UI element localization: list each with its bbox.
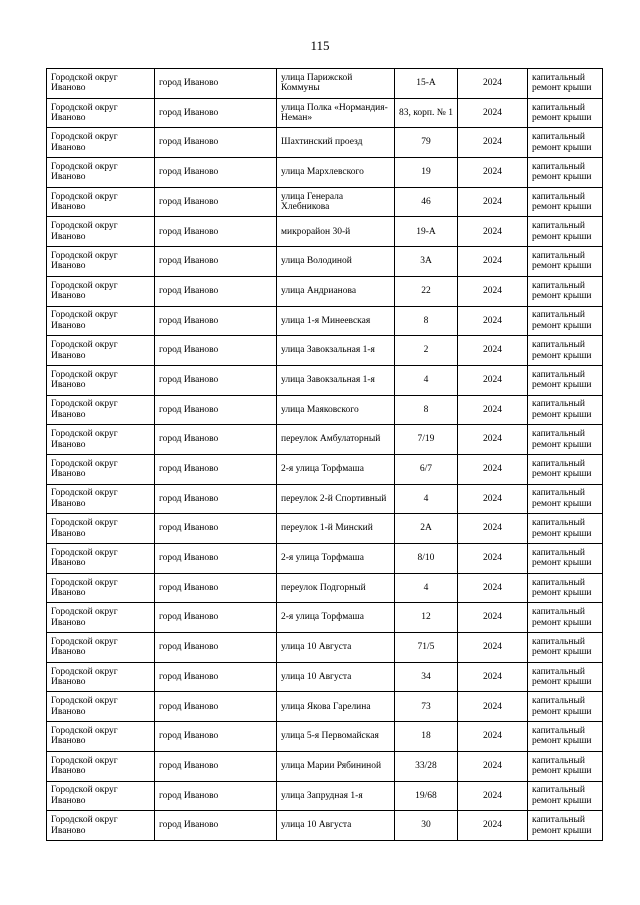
table-row: [47, 247, 603, 277]
street-cell: 2-я улица Торфмаша: [277, 454, 395, 484]
table-row: [47, 98, 603, 128]
municipality-cell: Городской округ Иваново: [47, 751, 155, 781]
work-type-cell: капитальный ремонт крыши: [528, 276, 603, 306]
municipality-cell: Городской округ Иваново: [47, 365, 155, 395]
year-cell: 2024: [458, 633, 528, 663]
municipality-cell: Городской округ Иваново: [47, 69, 155, 99]
table-row: [47, 425, 603, 455]
house-number-cell: 33/28: [395, 751, 458, 781]
work-type-cell: капитальный ремонт крыши: [528, 484, 603, 514]
municipality-cell: Городской округ Иваново: [47, 662, 155, 692]
municipality-cell: Городской округ Иваново: [47, 722, 155, 752]
work-type-cell: капитальный ремонт крыши: [528, 454, 603, 484]
work-type-cell: капитальный ремонт крыши: [528, 128, 603, 158]
settlement-cell: город Иваново: [155, 454, 277, 484]
settlement-cell: город Иваново: [155, 395, 277, 425]
table-row: [47, 484, 603, 514]
work-type-cell: капитальный ремонт крыши: [528, 365, 603, 395]
street-cell: улица Якова Гарелина: [277, 692, 395, 722]
house-number-cell: 30: [395, 811, 458, 841]
year-cell: 2024: [458, 544, 528, 574]
house-number-cell: 6/7: [395, 454, 458, 484]
work-type-cell: капитальный ремонт крыши: [528, 544, 603, 574]
year-cell: 2024: [458, 722, 528, 752]
table-row: [47, 306, 603, 336]
year-cell: 2024: [458, 306, 528, 336]
year-cell: 2024: [458, 811, 528, 841]
work-type-cell: капитальный ремонт крыши: [528, 692, 603, 722]
registry-body: [47, 69, 603, 841]
house-number-cell: 71/5: [395, 633, 458, 663]
year-cell: 2024: [458, 692, 528, 722]
house-number-cell: 8/10: [395, 544, 458, 574]
work-type-cell: капитальный ремонт крыши: [528, 69, 603, 99]
settlement-cell: город Иваново: [155, 573, 277, 603]
street-cell: улица Володиной: [277, 247, 395, 277]
work-type-cell: капитальный ремонт крыши: [528, 395, 603, 425]
year-cell: 2024: [458, 217, 528, 247]
work-type-cell: капитальный ремонт крыши: [528, 425, 603, 455]
street-cell: переулок 1-й Минский: [277, 514, 395, 544]
municipality-cell: Городской округ Иваново: [47, 395, 155, 425]
year-cell: 2024: [458, 247, 528, 277]
settlement-cell: город Иваново: [155, 69, 277, 99]
year-cell: 2024: [458, 128, 528, 158]
work-type-cell: капитальный ремонт крыши: [528, 633, 603, 663]
table-row: [47, 128, 603, 158]
street-cell: улица Маяковского: [277, 395, 395, 425]
settlement-cell: город Иваново: [155, 336, 277, 366]
repair-registry-table: [46, 68, 603, 841]
settlement-cell: город Иваново: [155, 633, 277, 663]
municipality-cell: Городской округ Иваново: [47, 336, 155, 366]
table-row: [47, 781, 603, 811]
municipality-cell: Городской округ Иваново: [47, 158, 155, 188]
municipality-cell: Городской округ Иваново: [47, 544, 155, 574]
year-cell: 2024: [458, 69, 528, 99]
work-type-cell: капитальный ремонт крыши: [528, 158, 603, 188]
settlement-cell: город Иваново: [155, 217, 277, 247]
settlement-cell: город Иваново: [155, 247, 277, 277]
settlement-cell: город Иваново: [155, 365, 277, 395]
year-cell: 2024: [458, 187, 528, 217]
table-row: [47, 662, 603, 692]
street-cell: улица 10 Августа: [277, 811, 395, 841]
street-cell: улица 10 Августа: [277, 662, 395, 692]
settlement-cell: город Иваново: [155, 662, 277, 692]
table-row: [47, 603, 603, 633]
house-number-cell: 73: [395, 692, 458, 722]
settlement-cell: город Иваново: [155, 98, 277, 128]
municipality-cell: Городской округ Иваново: [47, 217, 155, 247]
house-number-cell: 79: [395, 128, 458, 158]
page-number: 115: [310, 38, 330, 53]
table-row: [47, 395, 603, 425]
year-cell: 2024: [458, 751, 528, 781]
year-cell: 2024: [458, 781, 528, 811]
table-row: [47, 158, 603, 188]
settlement-cell: город Иваново: [155, 128, 277, 158]
municipality-cell: Городской округ Иваново: [47, 633, 155, 663]
year-cell: 2024: [458, 158, 528, 188]
settlement-cell: город Иваново: [155, 514, 277, 544]
work-type-cell: капитальный ремонт крыши: [528, 603, 603, 633]
settlement-cell: город Иваново: [155, 306, 277, 336]
year-cell: 2024: [458, 603, 528, 633]
settlement-cell: город Иваново: [155, 692, 277, 722]
year-cell: 2024: [458, 98, 528, 128]
settlement-cell: город Иваново: [155, 484, 277, 514]
street-cell: Шахтинский проезд: [277, 128, 395, 158]
work-type-cell: капитальный ремонт крыши: [528, 306, 603, 336]
settlement-cell: город Иваново: [155, 276, 277, 306]
table-row: [47, 514, 603, 544]
year-cell: 2024: [458, 276, 528, 306]
house-number-cell: 22: [395, 276, 458, 306]
table-row: [47, 633, 603, 663]
work-type-cell: капитальный ремонт крыши: [528, 98, 603, 128]
house-number-cell: 18: [395, 722, 458, 752]
house-number-cell: 83, корп. № 1: [395, 98, 458, 128]
municipality-cell: Городской округ Иваново: [47, 187, 155, 217]
street-cell: переулок Амбулаторный: [277, 425, 395, 455]
work-type-cell: капитальный ремонт крыши: [528, 217, 603, 247]
table-row: [47, 276, 603, 306]
municipality-cell: Городской округ Иваново: [47, 247, 155, 277]
settlement-cell: город Иваново: [155, 811, 277, 841]
settlement-cell: город Иваново: [155, 781, 277, 811]
settlement-cell: город Иваново: [155, 751, 277, 781]
work-type-cell: капитальный ремонт крыши: [528, 781, 603, 811]
street-cell: улица Андрианова: [277, 276, 395, 306]
house-number-cell: 19: [395, 158, 458, 188]
street-cell: улица Генерала Хлебникова: [277, 187, 395, 217]
year-cell: 2024: [458, 573, 528, 603]
municipality-cell: Городской округ Иваново: [47, 573, 155, 603]
municipality-cell: Городской округ Иваново: [47, 454, 155, 484]
year-cell: 2024: [458, 514, 528, 544]
house-number-cell: 4: [395, 365, 458, 395]
house-number-cell: 7/19: [395, 425, 458, 455]
street-cell: переулок Подгорный: [277, 573, 395, 603]
year-cell: 2024: [458, 662, 528, 692]
settlement-cell: город Иваново: [155, 603, 277, 633]
work-type-cell: капитальный ремонт крыши: [528, 573, 603, 603]
street-cell: улица Парижской Коммуны: [277, 69, 395, 99]
table-row: [47, 751, 603, 781]
house-number-cell: 8: [395, 306, 458, 336]
year-cell: 2024: [458, 484, 528, 514]
street-cell: 2-я улица Торфмаша: [277, 544, 395, 574]
work-type-cell: капитальный ремонт крыши: [528, 514, 603, 544]
street-cell: улица Завокзальная 1-я: [277, 336, 395, 366]
table-row: [47, 365, 603, 395]
settlement-cell: город Иваново: [155, 722, 277, 752]
year-cell: 2024: [458, 395, 528, 425]
municipality-cell: Городской округ Иваново: [47, 692, 155, 722]
municipality-cell: Городской округ Иваново: [47, 128, 155, 158]
municipality-cell: Городской округ Иваново: [47, 306, 155, 336]
house-number-cell: 8: [395, 395, 458, 425]
street-cell: улица 5-я Первомайская: [277, 722, 395, 752]
work-type-cell: капитальный ремонт крыши: [528, 336, 603, 366]
table-row: [47, 692, 603, 722]
street-cell: микрорайон 30-й: [277, 217, 395, 247]
settlement-cell: город Иваново: [155, 187, 277, 217]
street-cell: улица Полка «Нормандия-Неман»: [277, 98, 395, 128]
house-number-cell: 12: [395, 603, 458, 633]
settlement-cell: город Иваново: [155, 158, 277, 188]
house-number-cell: 15-А: [395, 69, 458, 99]
street-cell: улица Завокзальная 1-я: [277, 365, 395, 395]
municipality-cell: Городской округ Иваново: [47, 811, 155, 841]
settlement-cell: город Иваново: [155, 544, 277, 574]
table-row: [47, 573, 603, 603]
municipality-cell: Городской округ Иваново: [47, 514, 155, 544]
municipality-cell: Городской округ Иваново: [47, 603, 155, 633]
table-row: [47, 811, 603, 841]
street-cell: улица Марии Рябининой: [277, 751, 395, 781]
house-number-cell: 34: [395, 662, 458, 692]
municipality-cell: Городской округ Иваново: [47, 484, 155, 514]
street-cell: 2-я улица Торфмаша: [277, 603, 395, 633]
municipality-cell: Городской округ Иваново: [47, 98, 155, 128]
work-type-cell: капитальный ремонт крыши: [528, 662, 603, 692]
year-cell: 2024: [458, 336, 528, 366]
work-type-cell: капитальный ремонт крыши: [528, 187, 603, 217]
street-cell: улица Запрудная 1-я: [277, 781, 395, 811]
street-cell: улица 10 Августа: [277, 633, 395, 663]
table-row: [47, 544, 603, 574]
house-number-cell: 2: [395, 336, 458, 366]
work-type-cell: капитальный ремонт крыши: [528, 751, 603, 781]
house-number-cell: 4: [395, 573, 458, 603]
street-cell: переулок 2-й Спортивный: [277, 484, 395, 514]
work-type-cell: капитальный ремонт крыши: [528, 247, 603, 277]
table-row: [47, 217, 603, 247]
table-row: [47, 69, 603, 99]
house-number-cell: 19/68: [395, 781, 458, 811]
year-cell: 2024: [458, 425, 528, 455]
street-cell: улица Мархлевского: [277, 158, 395, 188]
municipality-cell: Городской округ Иваново: [47, 276, 155, 306]
table-row: [47, 454, 603, 484]
municipality-cell: Городской округ Иваново: [47, 781, 155, 811]
street-cell: улица 1-я Минеевская: [277, 306, 395, 336]
work-type-cell: капитальный ремонт крыши: [528, 811, 603, 841]
municipality-cell: Городской округ Иваново: [47, 425, 155, 455]
house-number-cell: 46: [395, 187, 458, 217]
year-cell: 2024: [458, 365, 528, 395]
house-number-cell: 19-А: [395, 217, 458, 247]
house-number-cell: 2А: [395, 514, 458, 544]
work-type-cell: капитальный ремонт крыши: [528, 722, 603, 752]
house-number-cell: 3А: [395, 247, 458, 277]
table-row: [47, 187, 603, 217]
year-cell: 2024: [458, 454, 528, 484]
house-number-cell: 4: [395, 484, 458, 514]
settlement-cell: город Иваново: [155, 425, 277, 455]
table-row: [47, 722, 603, 752]
table-row: [47, 336, 603, 366]
